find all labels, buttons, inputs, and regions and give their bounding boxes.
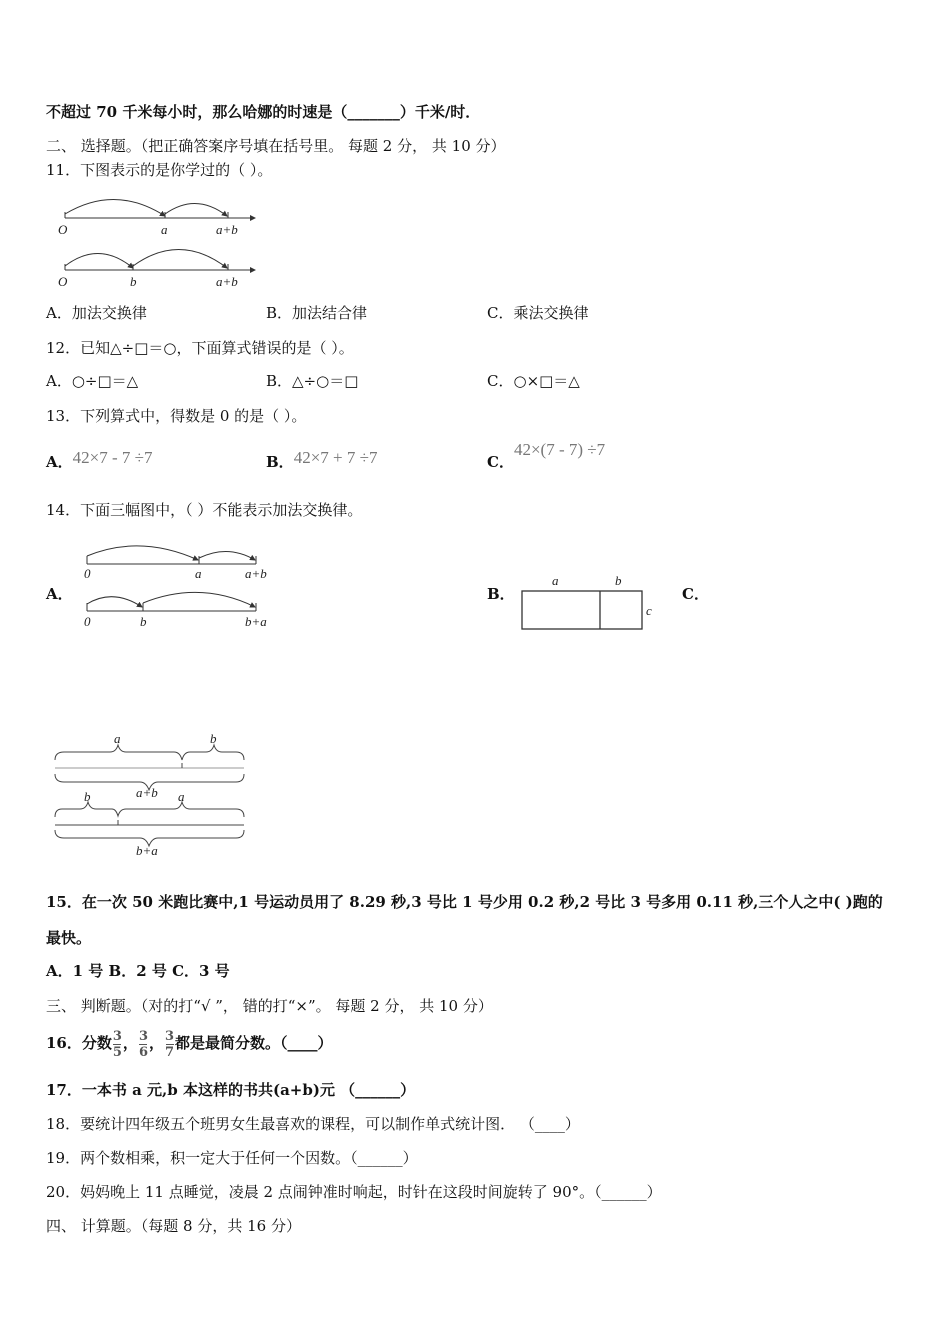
label-a-plus-b: a+b <box>136 785 158 800</box>
label-a: a <box>178 789 185 804</box>
fraction: $\frac{3}{6}$ <box>138 1028 148 1060</box>
question-14-text: 14．下面三幅图中，（ ）不能表示加法交换律。 <box>46 501 363 519</box>
label-origin: O <box>58 274 68 289</box>
question-17: 17．一本书 a 元,b 本这样的书共(a+b)元 （______） <box>46 1081 416 1099</box>
label-b: b <box>140 614 147 629</box>
question-11-number-line-figure <box>50 190 270 295</box>
expression: 42×(7 - 7) ÷7 <box>513 440 606 459</box>
fraction: $\frac{3}{5}$ <box>112 1028 122 1060</box>
q12-option-b[interactable]: B．△÷○＝□ <box>266 372 359 390</box>
question-15-text: 15．在一次 50 米跑比赛中,1 号运动员用了 8.29 秒,3 号比 1 号少用 0.2 秒,2 号比 3 号多用 0.11 秒,三个人之中( )跑的 <box>46 893 883 911</box>
question-13-text: 13．下列算式中，得数是 0 的是（ ）。 <box>46 407 307 425</box>
q14-figure-b-rectangle <box>515 570 665 635</box>
q13-option-a[interactable] <box>46 448 153 472</box>
q14-figure-a-number-lines <box>80 540 280 635</box>
q12-option-c[interactable]: C．○×□＝△ <box>487 372 580 390</box>
q12-option-a[interactable]: A．○÷□＝△ <box>46 372 139 390</box>
label-a: a <box>114 731 121 746</box>
expression: 42×7 + 7 ÷7 <box>293 448 378 467</box>
expression: 42×7 - 7 ÷7 <box>72 448 153 467</box>
option-label: A． <box>46 453 73 471</box>
question-16: 16．分数 $\frac{3}{5}$ ， $\frac{3}{6}$ ， $\frac{3}{7}$ 都是最简分数。（____） <box>46 1028 333 1060</box>
question-11-text: 11．下图表示的是你学过的（ ）。 <box>46 161 273 179</box>
label-a-plus-b: a+b <box>216 274 238 289</box>
option-label: C． <box>487 453 514 471</box>
label-origin: O <box>58 222 68 237</box>
label-a-plus-b: a+b <box>216 222 238 237</box>
q14-option-b-label[interactable]: B． <box>487 585 515 603</box>
question-12-text: 12．已知△÷□＝○，下面算式错误的是（ ）。 <box>46 339 354 357</box>
q16-suffix: 都是最简分数。（____） <box>175 1034 333 1052</box>
q16-prefix: 16．分数 <box>46 1034 112 1052</box>
label-a-plus-b: a+b <box>245 566 267 581</box>
label-origin: 0 <box>84 614 91 629</box>
q11-option-a[interactable]: A．加法交换律 <box>46 304 147 322</box>
label-a: a <box>195 566 202 581</box>
q13-option-b[interactable] <box>266 448 378 472</box>
question-10-continuation: 不超过 70 千米每小时，那么哈娜的时速是（_______）千米/时． <box>46 103 481 121</box>
option-label: B． <box>266 453 294 471</box>
question-19: 19．两个数相乘，积一定大于任何一个因数。（______） <box>46 1149 418 1167</box>
label-a: a <box>161 222 168 237</box>
label-b: b <box>210 731 217 746</box>
label-a: a <box>552 573 559 588</box>
section-4-heading: 四、 计算题。（每题 8 分，共 16 分） <box>46 1217 301 1235</box>
q11-option-c[interactable]: C．乘法交换律 <box>487 304 589 322</box>
question-18: 18．要统计四年级五个班男女生最喜欢的课程，可以制作单式统计图． （____） <box>46 1115 580 1133</box>
fraction: $\frac{3}{7}$ <box>165 1028 175 1060</box>
question-20: 20．妈妈晚上 11 点睡觉，凌晨 2 点闹钟准时响起，时针在这段时间旋转了 90°。（______） <box>46 1183 662 1201</box>
label-origin: 0 <box>84 566 91 581</box>
label-b: b <box>130 274 137 289</box>
q14-figure-c-brace-diagram <box>50 730 250 860</box>
q11-option-b[interactable]: B．加法结合律 <box>266 304 368 322</box>
q15-options[interactable]: A．1 号 B．2 号 C．3 号 <box>46 962 230 980</box>
q14-option-a-label[interactable]: A． <box>46 585 73 603</box>
q14-option-c-label[interactable]: C． <box>682 585 709 603</box>
label-c: c <box>646 603 652 618</box>
section-3-heading: 三、 判断题。（对的打“√ ”， 错的打“×”。 每题 2 分， 共 10 分） <box>46 997 493 1015</box>
label-b-plus-a: b+a <box>245 614 267 629</box>
label-b-plus-a: b+a <box>136 843 158 858</box>
label-b: b <box>615 573 622 588</box>
q13-option-c[interactable] <box>487 440 606 472</box>
section-2-heading: 二、 选择题。（把正确答案序号填在括号里。 每题 2 分， 共 10 分） <box>46 137 506 155</box>
label-b: b <box>84 789 91 804</box>
question-15-text-cont: 最快。 <box>46 929 92 947</box>
